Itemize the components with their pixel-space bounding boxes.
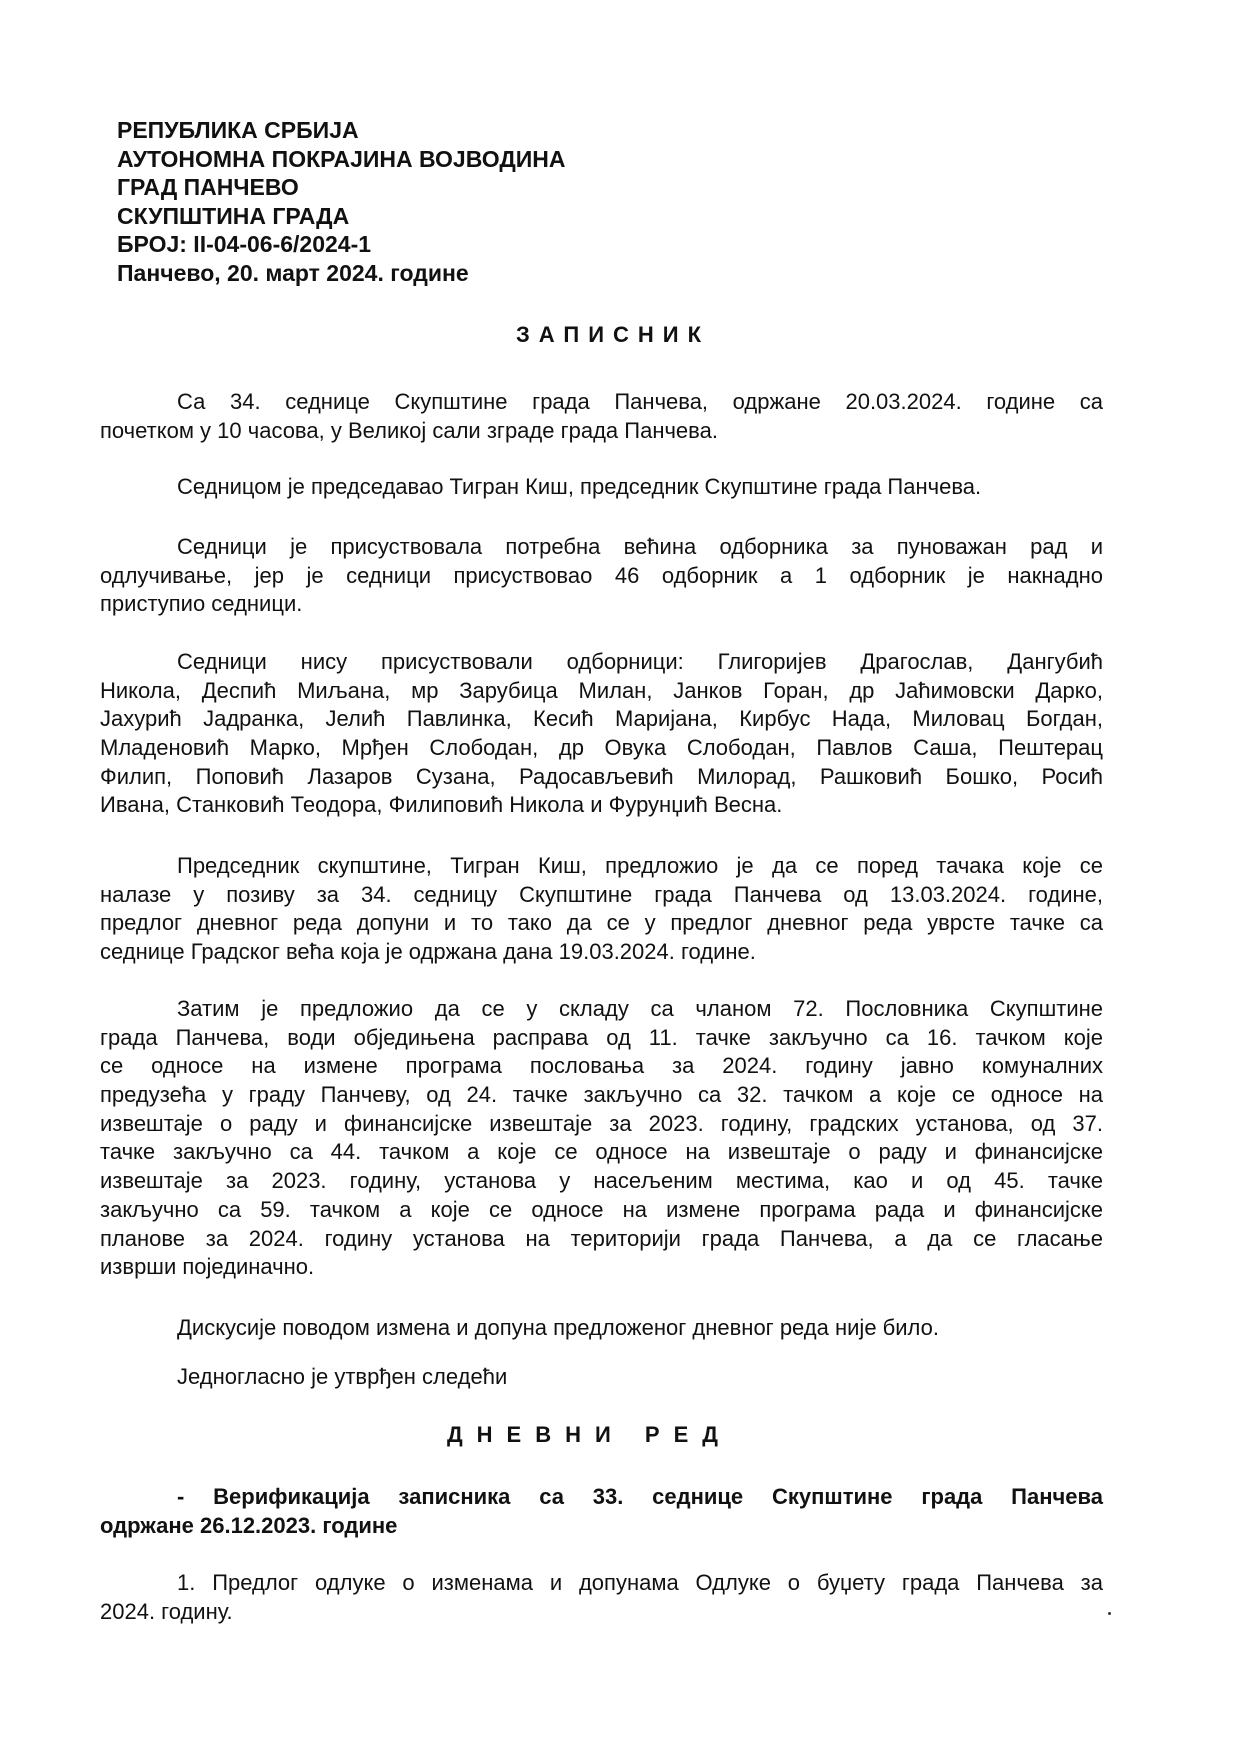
header-assembly: СКУПШТИНА ГРАДА	[117, 202, 350, 229]
text-line: Седницом је председавао Тигран Киш, председник Скупштине града Панчева.	[177, 474, 982, 499]
paragraph	[100, 1314, 1103, 1343]
text-line: одржане 26.12.2023. године	[100, 1512, 398, 1538]
header-province: АУТОНОМНА ПОКРАЈИНА ВОЈВОДИНА	[117, 145, 566, 172]
text-line: предлог дневног реда допуни и то тако да се у предлог дневног реда уврсте тачке са	[100, 910, 1103, 936]
agenda-item	[100, 1483, 1103, 1540]
text-line: Филип, Поповић Лазаров Сузана, Радосављевић Милорад, Рашковић Бошко, Росић	[100, 763, 1103, 789]
text-line: Са 34. седнице Скупштине града Панчева, одржане 20.03.2024. године са	[177, 389, 1103, 414]
header-city: ГРАД ПАНЧЕВО	[117, 174, 299, 200]
header-number: БРОЈ: II-04-06-6/2024-1	[117, 231, 372, 257]
text-line: се односе на измене програма пословања за 2024. годину јавно комуналних	[100, 1053, 1103, 1079]
document-header	[117, 116, 565, 287]
text-line: Ивана, Станковић Теодора, Филиповић Никола и Фурунџић Весна.	[100, 792, 783, 818]
text-line: града Панчева, води обједињена расправа од 11. тачке закључно са 16. тачком које	[100, 1024, 1103, 1050]
text-line: Никола, Деспић Миљана, мр Зарубица Милан, Јанков Горан, др Јаћимовски Дарко,	[100, 677, 1103, 703]
scan-speck	[1108, 1612, 1111, 1615]
header-country: РЕПУБЛИКА СРБИЈА	[117, 117, 359, 143]
text-line: Дискусије поводом измена и допуна предложеног дневног реда није било.	[177, 1315, 939, 1340]
text-line: почетком у 10 часова, у Великој сали зграде града Панчева.	[100, 417, 718, 443]
text-line: - Верификација записника са 33. седнице Скупштине града Панчева	[177, 1484, 1103, 1509]
paragraph	[100, 473, 1103, 502]
paragraph	[100, 648, 1103, 820]
text-line: налазе у позиву за 34. седницу Скупштине града Панчева од 13.03.2024. године,	[100, 881, 1103, 907]
text-line: одлучивање, јер је седници присуствовао 46 одборник а 1 одборник је накнадно	[100, 562, 1103, 588]
text-line: 2024. годину.	[100, 1598, 233, 1624]
paragraph	[100, 388, 1103, 445]
text-line: приступио седници.	[100, 591, 303, 617]
agenda-title: ДНЕВНИ РЕД	[447, 1422, 732, 1447]
text-line: извештаје за 2023. годину, установа у насељеним местима, као и од 45. тачке	[100, 1168, 1103, 1194]
paragraph	[100, 852, 1103, 967]
text-line: изврши појединачно.	[100, 1254, 315, 1280]
text-line: Једногласно је утврђен следећи	[177, 1364, 508, 1389]
text-line: тачке закључно са 44. тачком а које се односе на извештаје о раду и финансијске	[100, 1139, 1103, 1165]
text-line: Затим је предложио да се у складу са чланом 72. Пословника Скупштине	[177, 996, 1103, 1021]
text-line: извештаје о раду и финансијске извештаје за 2023. годину, градских установа, од 37.	[100, 1110, 1103, 1136]
text-line: 1. Предлог одлуке о изменама и допунама Одлуке о буџету града Панчева за	[177, 1570, 1103, 1595]
document-title: ЗАПИСНИК	[516, 322, 711, 347]
text-line: седнице Градског већа која је одржана дана 19.03.2024. године.	[100, 939, 756, 965]
text-line: Седници нису присуствовали одборници: Глигоријев Драгослав, Дангубић	[177, 649, 1103, 674]
text-line: Седници је присуствовала потребна већина одборника за пуноважан рад и	[177, 534, 1103, 559]
agenda-item	[100, 1569, 1103, 1626]
text-line: Председник скупштине, Тигран Киш, предложио је да се поред тачака које се	[177, 853, 1103, 878]
text-line: Јахурић Јадранка, Јелић Павлинка, Кесић Маријана, Кирбус Нада, Миловац Богдан,	[100, 706, 1103, 732]
paragraph	[100, 533, 1103, 619]
text-line: планове за 2024. годину установа на територији града Панчева, а да се гласање	[100, 1225, 1103, 1251]
paragraph	[100, 995, 1103, 1282]
text-line: предузећа у граду Панчеву, од 24. тачке закључно са 32. тачком а које се односе на	[100, 1082, 1103, 1108]
paragraph	[100, 1363, 1103, 1392]
text-line: закључно са 59. тачком а које се односе на измене програма рада и финансијске	[100, 1196, 1103, 1222]
text-line: Младеновић Марко, Мрђен Слободан, др Овука Слободан, Павлов Саша, Пештерац	[100, 735, 1103, 761]
header-date: Панчево, 20. март 2024. године	[117, 259, 469, 286]
